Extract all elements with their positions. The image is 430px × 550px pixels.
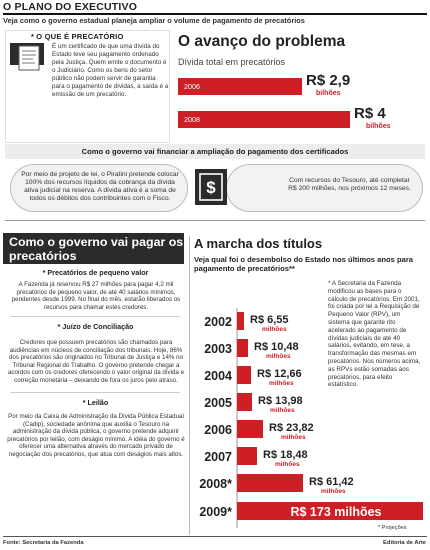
- section-separator: [10, 392, 180, 393]
- footer-credit: Editoria de Arte: [383, 540, 426, 546]
- expense-bar: [237, 312, 244, 330]
- march-title: A marcha dos títulos: [194, 236, 323, 251]
- expense-bar: [237, 393, 252, 411]
- expense-value-label: R$ 18,48: [263, 449, 308, 461]
- document-icon: [18, 45, 40, 71]
- march-subtitle: Veja qual foi o desembolso do Estado nos últimos anos para pagamento de precatórios**: [194, 255, 413, 273]
- section-divider: [5, 220, 425, 221]
- expense-value-label: R$ 23,82: [269, 422, 314, 434]
- section-title-auction: [5, 398, 186, 407]
- header-rule: [3, 13, 427, 15]
- debt-value-label: R$ 2,9: [306, 72, 351, 89]
- debt-bar: [178, 78, 302, 95]
- expense-value-label: R$ 10,48: [254, 341, 299, 353]
- expense-value-label: R$ 61,42: [309, 476, 354, 488]
- debt-year-label: 2008: [184, 115, 200, 124]
- expense-bar: [237, 420, 263, 438]
- expense-bar: [237, 366, 251, 384]
- section-title-text: Precatórios de pequeno valor: [47, 268, 149, 277]
- funding-law-text: Por meio de projeto de lei, o Piratini pretende colocar 100% dos recursos líquidos da cobrança da dívida ativa judicial na reserva. A dívida ativa é a soma de todos os débitos dos contribuintes com o Fisco.: [21, 171, 179, 202]
- year-tick-label: 2007: [204, 450, 232, 464]
- funding-card-law: [10, 164, 188, 212]
- what-is-text: É um certificado de que uma dívida do Estado teve seu pagamento ordenado pela Justiça. Quem emite o documento é o Judiciário. Como os bens do setor público não podem servir de garantia para o pagamento de dívidas, a saída é a emissão de um precatório.: [52, 43, 169, 98]
- page-title: O PLANO DO EXECUTIVO: [3, 1, 138, 13]
- svg-text:$: $: [206, 178, 216, 197]
- expense-unit-label: milhões: [270, 407, 295, 414]
- debt-value-label: R$ 4: [354, 105, 386, 122]
- expense-value-label: R$ 13,98: [258, 395, 303, 407]
- expense-value-label: R$ 12,66: [257, 368, 302, 380]
- payment-header: Como o governo vai pagar os precatórios: [3, 233, 184, 264]
- expense-value-label: R$ 6,55: [250, 314, 289, 326]
- section-text-small-value: A Fazenda já reservou R$ 27 milhões para pagar 4,2 mil precatórios de pequeno valor, de até 40 salários mínimos, pendentes desde 1999. No final do mês, estarão liberados os recursos para chamar estes credores.: [11, 281, 181, 311]
- funding-treasury-text: Com recursos do Tesouro, até completar R$ 200 milhões, nos próximos 12 meses.: [288, 177, 411, 192]
- projection-note: * Projeções: [378, 525, 407, 531]
- star-icon: *: [31, 32, 35, 41]
- money-icon: [194, 168, 228, 206]
- year-tick-label: 2006: [204, 423, 232, 437]
- what-is-title: [31, 32, 124, 41]
- footer-source: Fonte: Secretaria da Fazenda: [3, 540, 84, 546]
- section-title-text: Juízo de Conciliação: [62, 322, 134, 331]
- page-subtitle: Veja como o governo estadual planeja ampliar o volume de pagamento de precatórios: [3, 16, 305, 25]
- expense-value-label: R$ 173 milhões: [290, 505, 382, 519]
- what-is-title-text: O QUE É PRECATÓRIO: [36, 32, 124, 41]
- section-title-text: Leilão: [87, 398, 109, 407]
- year-tick-label: 2005: [204, 396, 232, 410]
- expense-unit-label: milhões: [321, 488, 346, 495]
- section-text-conciliation: Credores que possuem precatórios são chamados para audiências em núcleos de conciliação dos tribunais. Hoje, 86% dos precatórios são originados no Tribunal de Justiça e 14% no Tribunal Regional do Trabalho. O governo pretende chegar a acordos com os credores oferecendo o valor original da dívida e correção monetária – deixando de fora os juros pelo atraso.: [7, 339, 185, 384]
- march-chart: [190, 300, 428, 532]
- year-tick-label: 2002: [204, 315, 232, 329]
- section-title-conciliation: [5, 322, 186, 331]
- section-title-small-value: [5, 268, 186, 277]
- rpv-note: * A Secretaria da Fazenda modificou as bases para o cálculo de precatórios. Em 2001, foi criada por lei a Requisição de Pequeno Valor (RPV), um sistema que garante rito acelerado ao pagamento de dívidas judiciais de até 40 salários, evitando, em tese, a transformação das mesmas em precatórios. Nos números acima, as RPVs estão somadas aos precatórios, para efeito estatístico.: [328, 280, 421, 389]
- advance-title: O avanço do problema: [178, 33, 346, 50]
- debt-unit-label: bilhões: [366, 123, 391, 130]
- debt-bar: [178, 111, 350, 128]
- financing-banner: Como o governo vai financiar a ampliação do pagamento dos certificados: [5, 144, 425, 159]
- section-separator: [10, 316, 180, 317]
- debt-unit-label: bilhões: [316, 90, 341, 97]
- expense-unit-label: milhões: [275, 461, 300, 468]
- advance-subtitle: Dívida total em precatórios: [178, 57, 286, 67]
- year-tick-label: 2009*: [199, 505, 232, 519]
- star-icon: *: [42, 268, 46, 277]
- section-text-auction: Por meio da Caixa de Administração da Dívida Pública Estadual (Cadip), sociedade anônima que auxilia o Tesouro na administração da dívida pública, o governo pretende adquirir precatórios por leilão, com deságio mínimo. A idéia do governo é oferecer uma alternativa através do mercado privado de negociação dos precatórios, que atua com deságios mais altos.: [7, 413, 185, 458]
- expense-bar: [237, 339, 248, 357]
- expense-unit-label: milhões: [281, 434, 306, 441]
- expense-unit-label: milhões: [262, 326, 287, 333]
- what-is-box: [5, 30, 170, 143]
- debt-year-label: 2006: [184, 82, 200, 91]
- star-icon: *: [57, 322, 61, 331]
- expense-unit-label: milhões: [269, 380, 294, 387]
- year-tick-label: 2003: [204, 342, 232, 356]
- star-icon: *: [82, 398, 86, 407]
- expense-unit-label: milhões: [266, 353, 291, 360]
- year-tick-label: 2008*: [199, 477, 232, 491]
- expense-bar: [237, 447, 257, 465]
- funding-card-treasury: [226, 164, 423, 212]
- year-tick-label: 2004: [204, 369, 232, 383]
- expense-bar: [237, 474, 303, 492]
- footer-rule: [3, 536, 427, 537]
